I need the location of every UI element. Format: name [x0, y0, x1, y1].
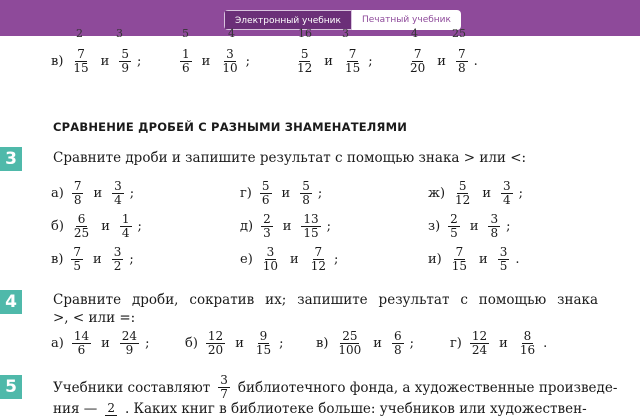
- denominator: 9: [125, 343, 134, 357]
- and-word: и: [282, 219, 292, 234]
- fraction: [71, 48, 90, 75]
- and-word: и: [101, 219, 110, 234]
- denominator: 6: [77, 343, 86, 357]
- fraction: [112, 246, 124, 273]
- item-letter: а): [51, 336, 64, 351]
- semicolon: ;: [334, 252, 339, 267]
- item-letter: в): [51, 54, 64, 69]
- denominator: 15: [344, 61, 361, 75]
- fraction: [254, 330, 273, 357]
- fraction: [453, 180, 472, 207]
- denominator: 12: [310, 259, 326, 273]
- text-segment: Учебники составляют: [53, 379, 211, 396]
- item-letter: б): [185, 336, 198, 351]
- denominator: 15: [73, 61, 89, 75]
- fraction: [456, 48, 468, 75]
- numerator: 7: [413, 47, 422, 61]
- and-word: и: [479, 252, 488, 267]
- numerator: 5: [121, 47, 129, 61]
- exercise-number-badge: 4: [0, 290, 22, 314]
- exercise-row-v-pair: [293, 48, 373, 75]
- fraction: [408, 48, 427, 75]
- item-letter: в): [51, 252, 64, 267]
- numerator: 3: [502, 179, 511, 193]
- numerator: 12: [207, 329, 224, 343]
- and-word: и: [290, 252, 299, 267]
- section-heading: СРАВНЕНИЕ ДРОБЕЙ С РАЗНЫМИ ЗНАМЕНАТЕЛЯМИ: [53, 120, 408, 134]
- numerator: 6: [393, 329, 402, 343]
- denominator: 6: [182, 61, 190, 75]
- numerator: 2: [107, 401, 115, 415]
- fraction: [309, 246, 328, 273]
- numerator: 7: [73, 245, 82, 259]
- denominator: 16: [519, 343, 536, 357]
- exercise-item: [51, 180, 134, 207]
- denominator: 2: [113, 259, 122, 273]
- item-letter: ж): [428, 186, 446, 201]
- numerator: 1: [182, 47, 190, 61]
- fraction: [71, 246, 83, 273]
- fraction: [518, 330, 537, 357]
- denominator: 8: [393, 343, 402, 357]
- exercise-row-v-pair: [406, 48, 478, 75]
- partial-digit: 5: [182, 27, 189, 40]
- fraction: [206, 330, 225, 357]
- partial-digit: 3: [116, 27, 123, 40]
- and-word: и: [100, 54, 110, 69]
- and-word: и: [101, 336, 110, 351]
- exercise-text-line1: [53, 374, 617, 401]
- numerator: 1: [121, 212, 130, 226]
- denominator: 24: [471, 343, 488, 357]
- exercise-text-line2: [53, 401, 587, 417]
- denominator: 5: [450, 226, 458, 240]
- fraction: [120, 330, 139, 357]
- numerator: 7: [73, 179, 82, 193]
- item-letter: в): [316, 336, 329, 351]
- fraction: [72, 180, 84, 207]
- fraction: [120, 213, 132, 240]
- denominator: 15: [255, 343, 272, 357]
- semicolon: ;: [518, 186, 524, 201]
- numerator: 25: [342, 329, 358, 343]
- semicolon: ;: [368, 54, 373, 69]
- exercise-row-v-pair: [178, 48, 250, 75]
- exercise-item: [316, 330, 414, 357]
- item-letter: а): [51, 186, 64, 201]
- text-segment: библиотечного фонда, а художественные произведе-: [237, 379, 618, 396]
- denominator: 5: [499, 259, 508, 273]
- semicolon: ;: [279, 336, 284, 351]
- fraction: [343, 48, 362, 75]
- numerator: 5: [300, 47, 309, 61]
- and-word: и: [324, 54, 333, 69]
- fraction: [336, 330, 363, 357]
- numerator: 7: [457, 47, 466, 61]
- print-textbook-tab[interactable]: Печатный учебник: [352, 10, 461, 30]
- item-letter: г): [450, 336, 462, 351]
- numerator: 7: [77, 47, 85, 61]
- denominator: 15: [303, 226, 319, 240]
- semicolon: ;: [409, 336, 414, 351]
- denominator: 4: [114, 193, 122, 207]
- semicolon: ;: [317, 186, 323, 201]
- item-letter: з): [428, 219, 441, 234]
- denominator: 9: [121, 61, 129, 75]
- and-word: и: [201, 54, 211, 69]
- denominator: 15: [451, 259, 468, 273]
- partial-digit: 16: [298, 27, 312, 40]
- and-word: и: [437, 54, 446, 69]
- semicolon: ;: [136, 54, 142, 69]
- exercise-item: [428, 213, 511, 240]
- exercise-row-v: [51, 48, 141, 75]
- fraction: [300, 180, 312, 207]
- text-segment: ния —: [53, 401, 98, 417]
- denominator: 6: [261, 193, 270, 207]
- exercise-item: [240, 180, 322, 207]
- fraction: [261, 213, 273, 240]
- semicolon: ;: [245, 54, 250, 69]
- numerator: 3: [499, 245, 508, 259]
- and-word: и: [235, 336, 244, 351]
- text-segment: . Каких книг в библиотеке больше: учебников или художествен-: [124, 401, 587, 417]
- and-word: и: [499, 336, 508, 351]
- exercise-item: [51, 330, 149, 357]
- top-toolbar: [0, 0, 640, 36]
- and-word: и: [373, 336, 382, 351]
- numerator: 2: [450, 212, 458, 226]
- denominator: 12: [455, 193, 471, 207]
- numerator: 24: [121, 329, 138, 343]
- denominator: 8: [490, 226, 499, 240]
- partial-digit: 3: [342, 27, 349, 40]
- semicolon: ;: [129, 186, 135, 201]
- semicolon: ;: [506, 219, 511, 234]
- exercise-item: [450, 330, 547, 357]
- semicolon: ;: [145, 336, 150, 351]
- denominator: 20: [207, 343, 224, 357]
- fraction: [301, 213, 320, 240]
- exercise-item: [428, 180, 523, 207]
- fraction: [295, 48, 314, 75]
- denominator: 3: [263, 226, 271, 240]
- denominator: 10: [222, 61, 238, 75]
- fraction: [450, 246, 469, 273]
- exercise-item: [240, 213, 331, 240]
- item-letter: е): [240, 252, 253, 267]
- fraction: [261, 246, 280, 273]
- exercise-number-badge: 5: [0, 375, 22, 399]
- fraction: [501, 180, 513, 207]
- numerator: 6: [77, 212, 86, 226]
- numerator: 7: [314, 245, 323, 259]
- and-word: и: [281, 186, 291, 201]
- semicolon: ;: [129, 252, 134, 267]
- fraction: [119, 48, 131, 75]
- denominator: 12: [297, 61, 313, 75]
- numerator: 13: [303, 212, 319, 226]
- numerator: 3: [490, 212, 499, 226]
- denominator: 8: [457, 61, 466, 75]
- fraction: [72, 213, 91, 240]
- denominator: 5: [73, 259, 82, 273]
- partial-digit: 2: [76, 27, 83, 40]
- numerator: 14: [73, 329, 90, 343]
- electronic-textbook-tab[interactable]: Электронный учебник: [224, 10, 352, 30]
- fraction: [448, 213, 460, 240]
- exercise-item: [185, 330, 284, 357]
- numerator: 3: [113, 245, 122, 259]
- denominator: 4: [121, 226, 130, 240]
- period: .: [473, 54, 478, 69]
- fraction: [392, 330, 404, 357]
- exercise-prompt-line1: Сравните дроби, сократив их; запишите результат с помощью знака: [53, 292, 598, 308]
- exercise-item: [428, 246, 519, 273]
- numerator: 2: [263, 212, 271, 226]
- exercise-prompt: Сравните дроби и запишите результат с помощью знака > или <:: [53, 150, 527, 166]
- numerator: 7: [455, 245, 464, 259]
- exercise-item: [51, 246, 134, 273]
- fraction: [180, 48, 192, 75]
- semicolon: ;: [137, 219, 142, 234]
- numerator: 3: [226, 47, 234, 61]
- partial-digit: 4: [411, 27, 418, 40]
- denominator: 100: [338, 343, 362, 357]
- denominator: 8: [302, 193, 310, 207]
- exercise-prompt-line2: >, < или =:: [53, 310, 136, 326]
- fraction: [498, 246, 510, 273]
- exercise-number-badge: 3: [0, 147, 22, 171]
- denominator: 4: [502, 193, 511, 207]
- numerator: 3: [266, 245, 275, 259]
- numerator: 5: [261, 179, 270, 193]
- item-letter: г): [240, 186, 252, 201]
- fraction: [72, 330, 91, 357]
- denominator: 8: [73, 193, 82, 207]
- denominator: 25: [73, 226, 90, 240]
- and-word: и: [469, 219, 479, 234]
- fraction: [218, 374, 230, 401]
- item-letter: д): [240, 219, 254, 234]
- numerator: 8: [523, 329, 532, 343]
- denominator: 7: [220, 387, 228, 401]
- and-word: и: [93, 252, 102, 267]
- fraction: [260, 180, 272, 207]
- exercise-item: [240, 246, 338, 273]
- and-word: и: [482, 186, 491, 201]
- and-word: и: [93, 186, 103, 201]
- item-letter: б): [51, 219, 64, 234]
- numerator: 5: [458, 179, 467, 193]
- numerator: 3: [114, 179, 122, 193]
- numerator: 7: [348, 47, 357, 61]
- partial-digit: 25: [452, 27, 466, 40]
- denominator: 10: [262, 259, 279, 273]
- fraction: [488, 213, 500, 240]
- semicolon: ;: [326, 219, 332, 234]
- denominator: 20: [410, 61, 426, 75]
- fraction: [112, 180, 124, 207]
- fraction: [470, 330, 489, 357]
- period: .: [515, 252, 520, 267]
- numerator: 12: [471, 329, 488, 343]
- item-letter: и): [428, 252, 442, 267]
- exercise-item: [51, 213, 142, 240]
- numerator: 9: [259, 329, 268, 343]
- fraction: [220, 48, 239, 75]
- period: .: [543, 336, 548, 351]
- numerator: 5: [302, 179, 310, 193]
- partial-digit: 4: [228, 27, 235, 40]
- numerator: 3: [220, 373, 228, 387]
